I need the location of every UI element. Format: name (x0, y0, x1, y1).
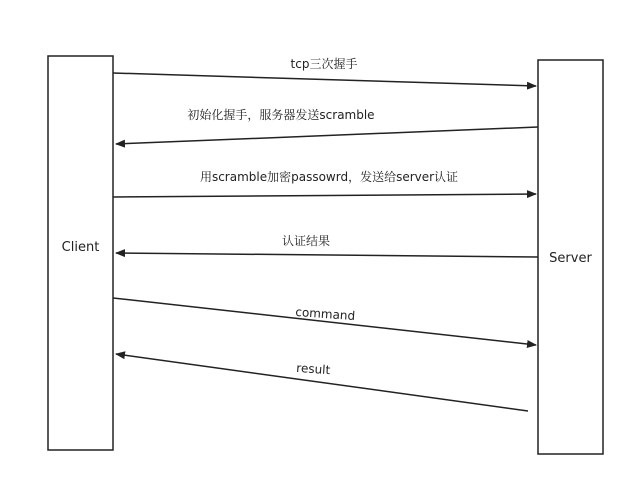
message-label-6: result (295, 360, 331, 378)
message-label-4: 认证结果 (281, 234, 331, 248)
message-arrow-1 (113, 73, 536, 86)
message-arrow-2 (116, 127, 538, 144)
message-arrow-4 (116, 253, 538, 257)
message-label-1: tcp三次握手 (290, 57, 358, 71)
message-label-2: 初始化握手，服务器发送scramble (187, 108, 375, 122)
client-label: Client (61, 240, 100, 255)
message-arrow-5 (113, 298, 536, 345)
server-label: Server (549, 251, 592, 266)
message-label-5: command (294, 304, 356, 324)
message-label-3: 用scramble加密passowrd，发送给server认证 (199, 170, 459, 184)
message-arrow-3 (113, 194, 536, 197)
